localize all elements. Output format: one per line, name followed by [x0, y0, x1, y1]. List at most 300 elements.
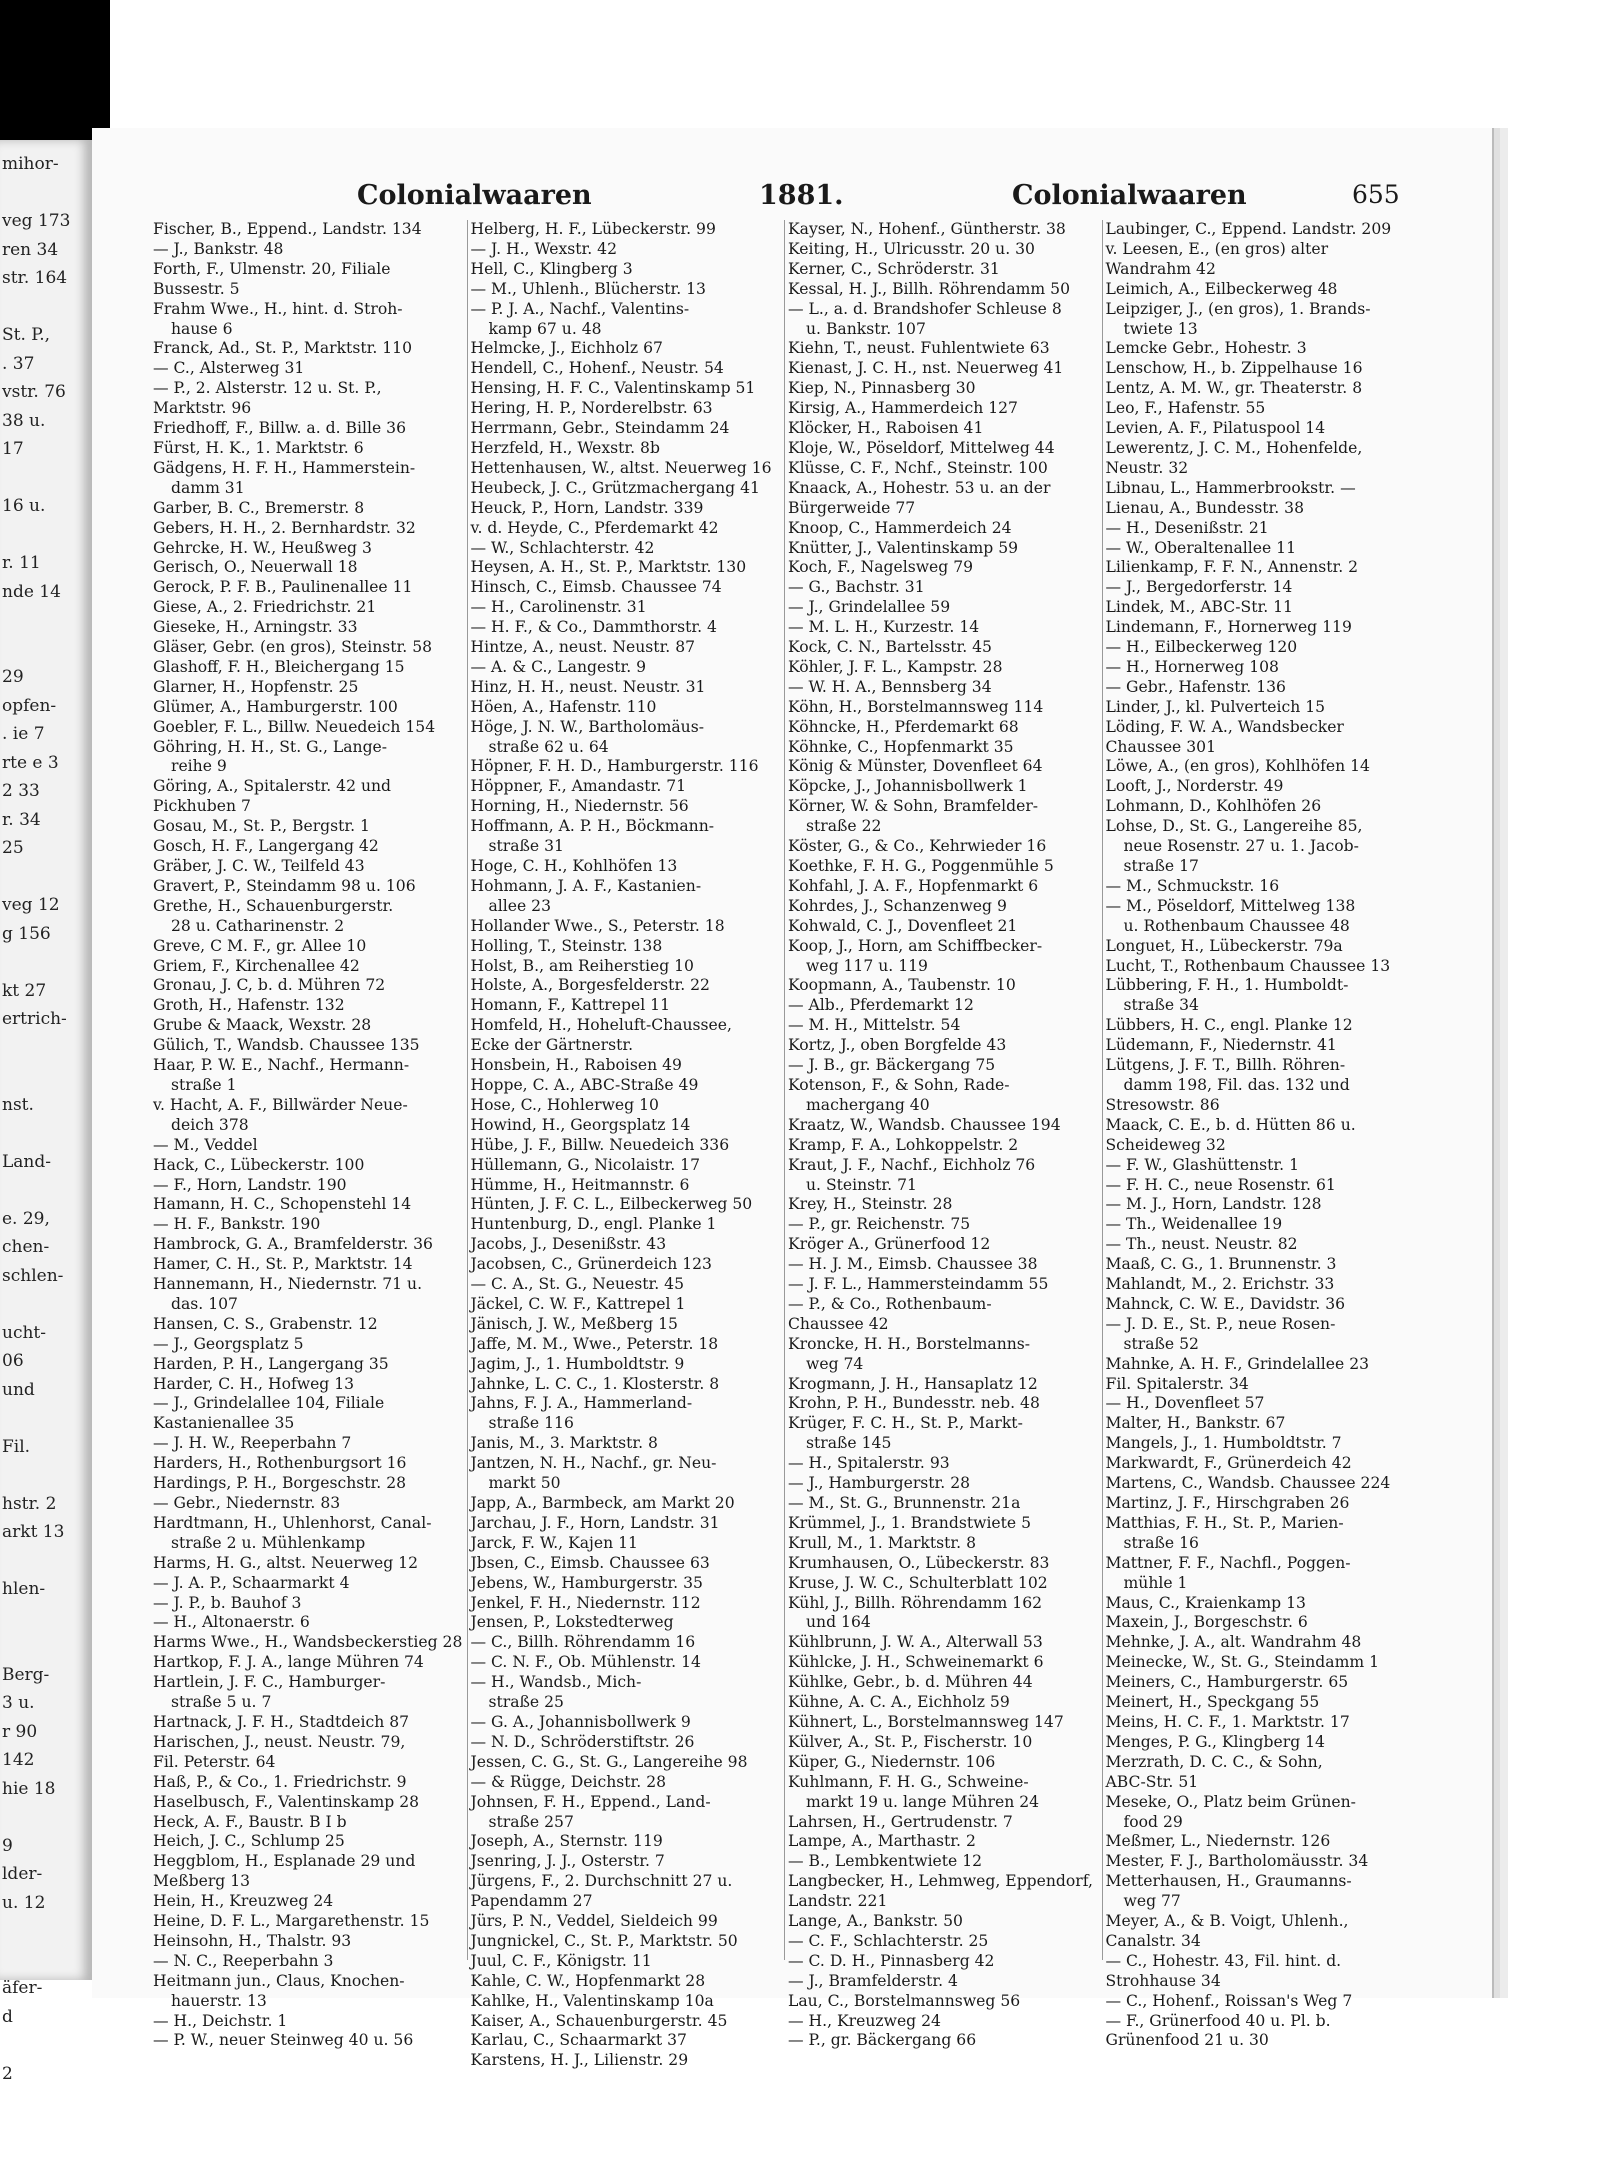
directory-entry-line: Klüsse, C. F., Nchf., Steinstr. 100	[788, 458, 1048, 477]
directory-entry-line: Juul, C. F., Königstr. 11	[470, 1951, 652, 1970]
directory-entry-line: — Gebr., Hafenstr. 136	[1105, 677, 1286, 696]
directory-entry-line: — H. F., & Co., Dammthorstr. 4	[470, 618, 717, 637]
directory-entry-line: — M. H., Mittelstr. 54	[788, 1016, 961, 1035]
directory-entry-line: — M., Schmuckstr. 16	[1105, 876, 1280, 895]
directory-entry-line: Friedhoff, F., Billw. a. d. Bille 36	[153, 419, 406, 438]
directory-entry-line: Kaiser, A., Schauenburgerstr. 45	[470, 2011, 728, 2030]
column-3	[785, 220, 1103, 2050]
directory-entry-line: straße 31	[488, 837, 564, 856]
directory-entry-line: Kraatz, W., Wandsb. Chaussee 194	[788, 1115, 1061, 1134]
directory-entry-line: Haß, P., & Co., 1. Friedrichstr. 9	[153, 1772, 407, 1791]
directory-entry-line: Gieseke, H., Arningstr. 33	[153, 618, 358, 637]
previous-page-line: 38 u.	[2, 410, 46, 431]
directory-entry-line: Kroncke, H. H., Borstelmanns-	[788, 1334, 1031, 1353]
page-number: 655	[1352, 180, 1400, 209]
directory-entry-line: Holste, A., Borgesfelderstr. 22	[470, 976, 710, 995]
directory-entry-line: Heinsohn, H., Thalstr. 93	[153, 1931, 352, 1950]
directory-entry-line: — M. L. H., Kurzestr. 14	[788, 618, 980, 637]
directory-entry-line: Grube & Maack, Wexstr. 28	[153, 1016, 372, 1035]
directory-entry-line: Jürs, P. N., Veddel, Sieldeich 99	[470, 1912, 718, 1931]
directory-entry-line: Kramp, F. A., Lohkoppelstr. 2	[788, 1135, 1019, 1154]
directory-entry-line: Landstr. 221	[788, 1892, 888, 1911]
directory-entry-line: Jarck, F. W., Kajen 11	[470, 1533, 638, 1552]
directory-entry-line: Jbsen, C., Eimsb. Chaussee 63	[470, 1553, 710, 1572]
directory-entry-line: Hannemann, H., Niedernstr. 71 u.	[153, 1275, 423, 1294]
directory-entry-line: Hambrock, G. A., Bramfelderstr. 36	[153, 1235, 433, 1254]
directory-entry-line: Gronau, J. C, b. d. Mühren 72	[153, 976, 386, 995]
directory-entry-line: Lilienkamp, F. F. N., Annenstr. 2	[1105, 558, 1359, 577]
previous-page-line: schlen-	[2, 1265, 64, 1286]
directory-entry-line: Lohmann, D., Kohlhöfen 26	[1105, 797, 1322, 816]
directory-entry-line: — J., Grindelallee 104, Filiale	[153, 1394, 385, 1413]
directory-entry-line: Jürgens, F., 2. Durchschnitt 27 u.	[470, 1872, 733, 1891]
directory-entry-line: Kühlcke, J. H., Schweinemarkt 6	[788, 1653, 1044, 1672]
directory-entry-line: Lienau, A., Bundesstr. 38	[1105, 498, 1305, 517]
directory-entry-line: — C., Alsterweg 31	[153, 359, 305, 378]
directory-entry-line: straße 16	[1123, 1533, 1199, 1552]
directory-entry-line: Kahlke, H., Valentinskamp 10a	[470, 1991, 714, 2010]
directory-entry-line: — B., Lembkentwiete 12	[788, 1852, 983, 1871]
directory-entry-line: Kiehn, T., neust. Fuhlentwiete 63	[788, 339, 1050, 358]
directory-entry-line: — C., Billh. Röhrendamm 16	[470, 1633, 696, 1652]
previous-page-line: 25	[2, 838, 24, 858]
directory-entry-line: — G., Bachstr. 31	[788, 578, 925, 597]
directory-entry-line: Jäckel, C. W. F., Kattrepel 1	[470, 1294, 686, 1313]
directory-entry-line: Kock, C. N., Bartelsstr. 45	[788, 638, 992, 657]
directory-entry-line: Köhncke, H., Pferdemarkt 68	[788, 717, 1019, 736]
previous-page-line: ucht-	[2, 1322, 46, 1343]
directory-entry-line: Pickhuben 7	[153, 797, 251, 816]
previous-page-line: 16 u.	[2, 496, 46, 516]
directory-entry-line: Jensen, P., Lokstedterweg	[470, 1613, 674, 1632]
column-4	[1103, 220, 1421, 2050]
directory-entry-line: Jsenring, J. J., Osterstr. 7	[470, 1852, 665, 1871]
previous-page-line: veg 173	[2, 211, 71, 231]
directory-entry-line: Gerisch, O., Neuerwall 18	[153, 558, 358, 577]
directory-entry-line: Harden, P. H., Langergang 35	[153, 1354, 389, 1373]
directory-entry-line: Karstens, H. J., Lilienstr. 29	[470, 2051, 689, 2070]
directory-entry-line: Hartnack, J. F. H., Stadtdeich 87	[153, 1712, 410, 1731]
previous-page-line: lder-	[2, 1864, 43, 1884]
previous-page-line	[2, 179, 92, 208]
directory-entry-line: straße 22	[806, 817, 882, 836]
directory-entry-line: Göring, A., Spitalerstr. 42 und	[153, 777, 392, 796]
directory-entry-line: deich 378	[171, 1115, 249, 1134]
directory-entry-line: Hollander Wwe., S., Peterstr. 18	[470, 916, 725, 935]
directory-entry-line: Hack, C., Lübeckerstr. 100	[153, 1155, 365, 1174]
directory-entry-line: Metterhausen, H., Graumanns-	[1105, 1872, 1352, 1891]
directory-entry-line: — J. F. L., Hammersteindamm 55	[788, 1275, 1049, 1294]
directory-entry-line: Köster, G., & Co., Kehrwieder 16	[788, 837, 1047, 856]
directory-entry-line: Libnau, L., Hammerbrookstr. —	[1105, 478, 1356, 497]
directory-entry-line: — M. J., Horn, Landstr. 128	[1105, 1195, 1322, 1214]
directory-entry-line: — A. & C., Langestr. 9	[470, 657, 647, 676]
directory-entry-line: Canalstr. 34	[1105, 1931, 1201, 1950]
directory-entry-line: Leo, F., Hafenstr. 55	[1105, 399, 1266, 418]
directory-entry-line: Kohwald, C. J., Dovenfleet 21	[788, 916, 1018, 935]
directory-entry-line: straße 25	[488, 1693, 564, 1712]
directory-entry-line: straße 145	[806, 1434, 892, 1453]
header-year: 1881.	[759, 180, 844, 211]
directory-entry-line: — W., Schlachterstr. 42	[470, 538, 655, 557]
directory-entry-line: Kotenson, F., & Sohn, Rade-	[788, 1075, 1010, 1094]
directory-entry-line: Homann, F., Kattrepel 11	[470, 996, 670, 1015]
directory-entry-line: Jacobs, J., Desenißstr. 43	[470, 1235, 667, 1254]
directory-entry-line: weg 117 u. 119	[806, 956, 928, 975]
directory-entry-line: Hübe, J. F., Billw. Neuedeich 336	[470, 1135, 730, 1154]
previous-page-line: d	[2, 2006, 13, 2027]
previous-page-line: opfen-	[2, 695, 57, 716]
directory-entry-line: Hensing, H. F. C., Valentinskamp 51	[470, 379, 756, 398]
directory-entry-line: Heine, D. F. L., Margarethenstr. 15	[153, 1912, 430, 1931]
directory-entry-line: Fürst, H. K., 1. Marktstr. 6	[153, 438, 364, 457]
directory-entry-line: Krogmann, J. H., Hansaplatz 12	[788, 1374, 1038, 1393]
directory-entry-line: Hendell, C., Hohenf., Neustr. 54	[470, 359, 724, 378]
directory-entry-line: — J. D. E., St. P., neue Rosen-	[1105, 1314, 1336, 1333]
directory-entry-line: Chaussee 301	[1105, 737, 1216, 756]
directory-entry-line: Kühl, J., Billh. Röhrendamm 162	[788, 1593, 1043, 1612]
previous-page-line: rte e 3	[2, 752, 59, 773]
previous-page-line: 2 33	[2, 781, 40, 801]
directory-entry-line: Gülich, T., Wandsb. Chaussee 135	[153, 1036, 420, 1055]
directory-entry-line: Jahnke, L. C. C., 1. Klosterstr. 8	[470, 1374, 720, 1393]
directory-entry-line: — P., gr. Bäckergang 66	[788, 2031, 977, 2050]
directory-entry-line: allee 23	[488, 896, 552, 915]
directory-entry-line: — W., Oberaltenallee 11	[1105, 538, 1297, 557]
directory-entry-line: Gehrcke, H. W., Heußweg 3	[153, 538, 372, 557]
directory-entry-line: Helmcke, J., Eichholz 67	[470, 339, 663, 358]
previous-page-line: hie 18	[2, 1778, 56, 1799]
directory-entry-line: Hoppe, C. A., ABC-Straße 49	[470, 1075, 699, 1094]
directory-entry-line: Herzfeld, H., Wexstr. 8b	[470, 438, 660, 457]
directory-entry-line: — Th., neust. Neustr. 82	[1105, 1235, 1298, 1254]
directory-entry-line: Köhler, J. F. L., Kampstr. 28	[788, 657, 1003, 676]
previous-page-line: . 37	[2, 353, 35, 374]
directory-entry-line: Knaack, A., Hohestr. 53 u. an der	[788, 478, 1051, 497]
directory-entry-line: Jebens, W., Hamburgerstr. 35	[470, 1573, 703, 1592]
directory-entry-line: Papendamm 27	[470, 1892, 593, 1911]
directory-entry-line: Hintze, A., neust. Neustr. 87	[470, 638, 696, 657]
previous-page-line	[2, 1062, 92, 1091]
previous-page-line	[2, 1461, 92, 1490]
directory-entry-line: Jänisch, J. W., Meßberg 15	[470, 1314, 678, 1333]
directory-entry-line: Karlau, C., Schaarmarkt 37	[470, 2031, 687, 2050]
directory-entry-line: — P., 2. Alsterstr. 12 u. St. P.,	[153, 379, 382, 398]
directory-columns	[150, 220, 1420, 2070]
previous-page-line: 06	[2, 1351, 24, 1371]
directory-entry-line: Bussestr. 5	[153, 279, 240, 298]
directory-entry-line: straße 52	[1123, 1334, 1199, 1353]
directory-entry-line: straße 17	[1123, 857, 1199, 875]
directory-entry-line: twiete 13	[1123, 319, 1198, 338]
directory-entry-line: — G. A., Johannisbollwerk 9	[470, 1712, 691, 1731]
directory-entry-line: Groth, H., Hafenstr. 132	[153, 996, 345, 1015]
directory-entry-line: Harders, H., Rothenburgsort 16	[153, 1454, 407, 1473]
directory-entry-line: Küper, G., Niedernstr. 106	[788, 1752, 996, 1771]
directory-entry-line: Kröger A., Grünerfood 12	[788, 1235, 991, 1254]
previous-page-line: 2	[2, 2063, 13, 2084]
previous-page-line: r 90	[2, 1721, 38, 1742]
previous-page-line: 9	[2, 1835, 13, 1856]
previous-page-line: e. 29,	[2, 1208, 50, 1229]
directory-entry-line: Lemcke Gebr., Hohestr. 3	[1105, 339, 1307, 358]
directory-entry-line: Maack, C. E., b. d. Hütten 86 u.	[1105, 1115, 1356, 1134]
directory-entry-line: Köhn, H., Borstelmannsweg 114	[788, 697, 1044, 716]
directory-entry-line: Koethke, F. H. G., Poggenmühle 5	[788, 857, 1054, 875]
directory-entry-line: Hünten, J. F. C. L., Eilbeckerweg 50	[470, 1195, 753, 1214]
directory-entry-line: Lütgens, J. F. T., Billh. Röhren-	[1105, 1056, 1346, 1075]
directory-entry-line: — J., Bankstr. 48	[153, 239, 284, 258]
directory-entry-line: Holling, T., Steinstr. 138	[470, 936, 663, 955]
directory-entry-line: Köhnke, C., Hopfenmarkt 35	[788, 737, 1014, 756]
previous-page-line: str. 164	[2, 268, 68, 288]
directory-entry-line: Strohhause 34	[1105, 1971, 1221, 1990]
directory-entry-line: Harms Wwe., H., Wandsbeckerstieg 28	[153, 1633, 463, 1652]
directory-entry-line: Hardings, P. H., Borgeschstr. 28	[153, 1474, 407, 1493]
directory-entry-line: — F. H. C., neue Rosenstr. 61	[1105, 1175, 1336, 1194]
directory-entry-line: — P. J. A., Nachf., Valentins-	[470, 299, 690, 318]
directory-entry-line: — C. A., St. G., Neuestr. 45	[470, 1275, 685, 1294]
directory-entry-line: Gosch, H. F., Langergang 42	[153, 837, 379, 856]
previous-page-line	[2, 1547, 92, 1576]
directory-entry-line: Hohmann, J. A. F., Kastanien-	[470, 876, 702, 895]
previous-page-line: äfer-	[2, 1978, 43, 1998]
previous-page-line	[2, 1119, 92, 1148]
directory-entry-line: Greve, C M. F., gr. Allee 10	[153, 936, 367, 955]
directory-entry-line: Howind, H., Georgsplatz 14	[470, 1115, 691, 1134]
directory-entry-line: Lübbers, H. C., engl. Planke 12	[1105, 1016, 1353, 1035]
directory-entry-line: Hamann, H. C., Schopenstehl 14	[153, 1195, 412, 1214]
header-left-title: Colonialwaaren	[357, 180, 592, 211]
directory-entry-line: Hartlein, J. F. C., Hamburger-	[153, 1673, 386, 1692]
previous-page-line: u. 12	[2, 1892, 46, 1913]
previous-page-line	[2, 2031, 92, 2060]
directory-entry-line: Hüllemann, G., Nicolaistr. 17	[470, 1155, 700, 1174]
directory-entry-line: Heysen, A. H., St. P., Marktstr. 130	[470, 558, 747, 577]
directory-entry-line: Wandrahm 42	[1105, 259, 1216, 278]
directory-entry-line: u. Rothenbaum Chaussee 48	[1123, 916, 1350, 935]
directory-entry-line: Meßmer, L., Niedernstr. 126	[1105, 1832, 1331, 1851]
directory-entry-line: — H., Carolinenstr. 31	[470, 598, 647, 617]
directory-entry-line: Göhring, H. H., St. G., Lange-	[153, 737, 388, 756]
directory-entry-line: Grünenfood 21 u. 30	[1105, 2031, 1269, 2050]
directory-entry-line: Koop, J., Horn, am Schiffbecker-	[788, 936, 1043, 955]
directory-entry-line: Heich, J. C., Schlump 25	[153, 1832, 345, 1851]
directory-entry-line: Langbecker, H., Lehmweg, Eppendorf,	[788, 1872, 1093, 1891]
directory-entry-line: Hose, C., Hohlerweg 10	[470, 1095, 659, 1114]
previous-page-line: ertrich-	[2, 1009, 67, 1029]
previous-page-line: Fil.	[2, 1436, 31, 1457]
directory-entry-line: Horning, H., Niedernstr. 56	[470, 797, 689, 816]
directory-entry-line: Knütter, J., Valentinskamp 59	[788, 538, 1019, 557]
previous-page-line: und	[2, 1379, 35, 1400]
directory-entry-line: — J., Grindelallee 59	[788, 598, 951, 617]
directory-entry-line: v. Hacht, A. F., Billwärder Neue-	[153, 1095, 408, 1114]
directory-entry-line: Jantzen, N. H., Nachf., gr. Neu-	[470, 1454, 717, 1473]
previous-page-line: St. P.,	[2, 325, 51, 345]
directory-entry-line: — M., Pöseldorf, Mittelweg 138	[1105, 896, 1356, 915]
directory-entry-line: Jessen, C. G., St. G., Langereihe 98	[470, 1752, 748, 1771]
directory-entry-line: — H., Spitalerstr. 93	[788, 1454, 950, 1473]
directory-entry-line: Longuet, H., Lübeckerstr. 79a	[1105, 936, 1343, 955]
directory-entry-line: weg 77	[1123, 1892, 1181, 1911]
directory-entry-line: Lahrsen, H., Gertrudenstr. 7	[788, 1812, 1013, 1831]
directory-entry-line: Krohn, P. H., Bundesstr. neb. 48	[788, 1394, 1040, 1413]
directory-entry-line: Lenschow, H., b. Zippelhause 16	[1105, 359, 1363, 378]
directory-entry-line: Gläser, Gebr. (en gros), Steinstr. 58	[153, 638, 433, 657]
column-2	[468, 220, 786, 2070]
directory-entry-line: Hein, H., Kreuzweg 24	[153, 1892, 334, 1911]
directory-entry-line: das. 107	[171, 1294, 238, 1313]
directory-entry-line: Höge, J. N. W., Bartholomäus-	[470, 717, 704, 736]
scan-edge	[0, 0, 110, 140]
directory-entry-line: Krull, M., 1. Marktstr. 8	[788, 1533, 976, 1552]
previous-page-line	[2, 1176, 92, 1205]
directory-entry-line: — L., a. d. Brandshofer Schleuse 8	[788, 299, 1062, 318]
previous-page-line: veg 12	[2, 895, 60, 915]
directory-entry-line: — H., Wandsb., Mich-	[470, 1673, 642, 1692]
directory-entry-line: Lindek, M., ABC-Str. 11	[1105, 598, 1293, 617]
directory-entry-line: Gerock, P. F. B., Paulinenallee 11	[153, 578, 413, 597]
directory-entry-line: Meseke, O., Platz beim Grünen-	[1105, 1792, 1356, 1811]
directory-entry-line: straße 34	[1123, 996, 1199, 1015]
directory-entry-line: Hansen, C. S., Grabenstr. 12	[153, 1314, 378, 1333]
directory-entry-line: straße 5 u. 7	[171, 1693, 272, 1712]
previous-page-line: 142	[2, 1750, 35, 1770]
directory-entry-line: Marktstr. 96	[153, 399, 252, 418]
directory-entry-line: Joseph, A., Sternstr. 119	[470, 1832, 663, 1851]
directory-entry-line: Looft, J., Norderstr. 49	[1105, 777, 1284, 796]
directory-entry-line: Lange, A., Bankstr. 50	[788, 1912, 963, 1931]
directory-entry-line: — J., Georgsplatz 5	[153, 1334, 304, 1353]
previous-page-line: arkt 13	[2, 1522, 65, 1542]
directory-entry-line: Kruse, J. W. C., Schulterblatt 102	[788, 1573, 1048, 1592]
directory-entry-line: Lucht, T., Rothenbaum Chaussee 13	[1105, 956, 1391, 975]
directory-entry-line: straße 62 u. 64	[488, 737, 609, 756]
directory-entry-line: neue Rosenstr. 27 u. 1. Jacob-	[1123, 837, 1359, 856]
directory-entry-line: hause 6	[171, 319, 233, 338]
directory-entry-line: Harder, C. H., Hofweg 13	[153, 1374, 355, 1393]
directory-entry-line: Hering, H. P., Norderelbstr. 63	[470, 399, 713, 418]
directory-entry-line: Giese, A., 2. Friedrichstr. 21	[153, 598, 377, 617]
directory-entry-line: Heubeck, J. C., Grützmachergang 41	[470, 478, 760, 497]
directory-entry-line: u. Bankstr. 107	[806, 319, 926, 338]
directory-entry-line: ABC-Str. 51	[1105, 1772, 1199, 1791]
directory-entry-line: Huntenburg, D., engl. Planke 1	[470, 1215, 717, 1234]
directory-entry-line: Heck, A. F., Baustr. B I b	[153, 1812, 347, 1831]
previous-page-line: mihor-	[2, 154, 59, 174]
previous-page-line	[2, 464, 92, 493]
previous-page-line	[2, 635, 92, 664]
directory-entry-line: Mangels, J., 1. Humboldtstr. 7	[1105, 1434, 1342, 1453]
directory-entry-line: Haar, P. W. E., Nachf., Hermann-	[153, 1056, 410, 1075]
directory-entry-line: Jarchau, J. F., Horn, Landstr. 31	[470, 1513, 720, 1532]
previous-page-line: r. 34	[2, 809, 41, 830]
directory-entry-line: Leimich, A., Eilbeckerweg 48	[1105, 279, 1338, 298]
directory-page	[92, 128, 1494, 2070]
directory-entry-line: Laubinger, C., Eppend. Landstr. 209	[1105, 220, 1392, 238]
directory-entry-line: Fil. Spitalerstr. 34	[1105, 1374, 1249, 1393]
directory-entry-line: — J. P., b. Bauhof 3	[153, 1593, 302, 1612]
directory-entry-line: Malter, H., Bankstr. 67	[1105, 1414, 1286, 1433]
directory-entry-line: Frahm Wwe., H., hint. d. Stroh-	[153, 299, 403, 318]
directory-entry-line: — N. D., Schröderstiftstr. 26	[470, 1732, 695, 1751]
directory-entry-line: — & Rügge, Deichstr. 28	[470, 1772, 667, 1791]
directory-entry-line: — J., Bramfelderstr. 4	[788, 1971, 958, 1990]
directory-entry-line: Hoffmann, A. P. H., Böckmann-	[470, 817, 715, 836]
directory-entry-line: Hinz, H. H., neust. Neustr. 31	[470, 677, 706, 696]
directory-entry-line: straße 116	[488, 1414, 574, 1433]
directory-entry-line: Jaffe, M. M., Wwe., Peterstr. 18	[470, 1334, 719, 1353]
directory-entry-line: Heggblom, H., Esplanade 29 und	[153, 1852, 416, 1871]
directory-entry-line: Leipziger, J., (en gros), 1. Brands-	[1105, 299, 1371, 318]
directory-entry-line: Chaussee 42	[788, 1314, 889, 1333]
previous-page-line	[2, 521, 92, 550]
previous-page-line	[2, 606, 92, 635]
directory-entry-line: — P., & Co., Rothenbaum-	[788, 1294, 992, 1313]
directory-entry-line: Lohse, D., St. G., Langereihe 85,	[1105, 817, 1363, 836]
directory-entry-line: Janis, M., 3. Marktstr. 8	[470, 1434, 658, 1453]
directory-entry-line: Keiting, H., Ulricusstr. 20 u. 30	[788, 239, 1035, 258]
directory-entry-line: Kienast, J. C. H., nst. Neuerweg 41	[788, 359, 1064, 378]
directory-entry-line: — H., Altonaerstr. 6	[153, 1613, 310, 1632]
directory-entry-line: Mahlandt, M., 2. Erichstr. 33	[1105, 1275, 1335, 1294]
previous-page-line	[2, 1404, 92, 1433]
directory-entry-line: Garber, B. C., Bremerstr. 8	[153, 498, 365, 517]
directory-entry-line: Gädgens, H. F. H., Hammerstein-	[153, 458, 416, 477]
previous-page-line	[2, 948, 92, 977]
directory-entry-line: und 164	[806, 1613, 871, 1632]
directory-entry-line: Krumhausen, O., Lübeckerstr. 83	[788, 1553, 1050, 1572]
directory-entry-line: — Gebr., Niedernstr. 83	[153, 1494, 341, 1512]
directory-entry-line: Honsbein, H., Raboisen 49	[470, 1056, 682, 1075]
directory-entry-line: mühle 1	[1123, 1573, 1188, 1592]
previous-page-line	[2, 1034, 92, 1063]
previous-page-line: kt 27	[2, 980, 47, 1001]
directory-entry-line: Maxein, J., Borgeschstr. 6	[1105, 1613, 1308, 1632]
directory-entry-line: Höpner, F. H. D., Hamburgerstr. 116	[470, 757, 759, 776]
previous-page-line: . ie 7	[2, 724, 45, 744]
directory-entry-line: Kohrdes, J., Schanzenweg 9	[788, 896, 1007, 915]
page-header	[142, 180, 1422, 220]
directory-entry-line: Hardtmann, H., Uhlenhorst, Canal-	[153, 1513, 432, 1532]
directory-entry-line: Meiners, C., Hamburgerstr. 65	[1105, 1673, 1349, 1692]
directory-entry-line: Stresowstr. 86	[1105, 1095, 1220, 1114]
directory-entry-line: Knoop, C., Hammerdeich 24	[788, 518, 1012, 537]
directory-entry-line: — H., Eilbeckerweg 120	[1105, 638, 1298, 657]
directory-entry-line: Jungnickel, C., St. P., Marktstr. 50	[470, 1931, 738, 1950]
directory-entry-line: Hoge, C. H., Kohlhöfen 13	[470, 857, 678, 875]
directory-entry-line: Kühne, A. C. A., Eichholz 59	[788, 1693, 1010, 1712]
directory-entry-line: v. Leesen, E., (en gros) alter	[1105, 239, 1329, 258]
previous-page-line: 17	[2, 439, 24, 459]
directory-entry-line: Lau, C., Borstelmannsweg 56	[788, 1991, 1021, 2010]
directory-entry-line: — N. C., Reeperbahn 3	[153, 1951, 334, 1970]
directory-entry-line: Maaß, C. G., 1. Brunnenstr. 3	[1105, 1255, 1337, 1274]
directory-entry-line: Holst, B., am Reiherstieg 10	[470, 956, 694, 975]
previous-page-line	[2, 1604, 92, 1633]
header-right-title: Colonialwaaren	[1012, 180, 1247, 211]
previous-page-line	[2, 863, 92, 892]
directory-entry-line: Martinz, J. F., Hirschgraben 26	[1105, 1494, 1350, 1512]
directory-entry-line: damm 31	[171, 478, 245, 497]
directory-entry-line: Kühlbrunn, J. W. A., Alterwall 53	[788, 1633, 1043, 1652]
directory-entry-line: Kayser, N., Hohenf., Güntherstr. 38	[788, 220, 1066, 238]
previous-page-text	[0, 140, 92, 2088]
directory-entry-line: — W. H. A., Bennsberg 34	[788, 677, 992, 696]
previous-page-line: hlen-	[2, 1579, 46, 1599]
directory-entry-line: Krüger, F. C. H., St. P., Markt-	[788, 1414, 1023, 1433]
